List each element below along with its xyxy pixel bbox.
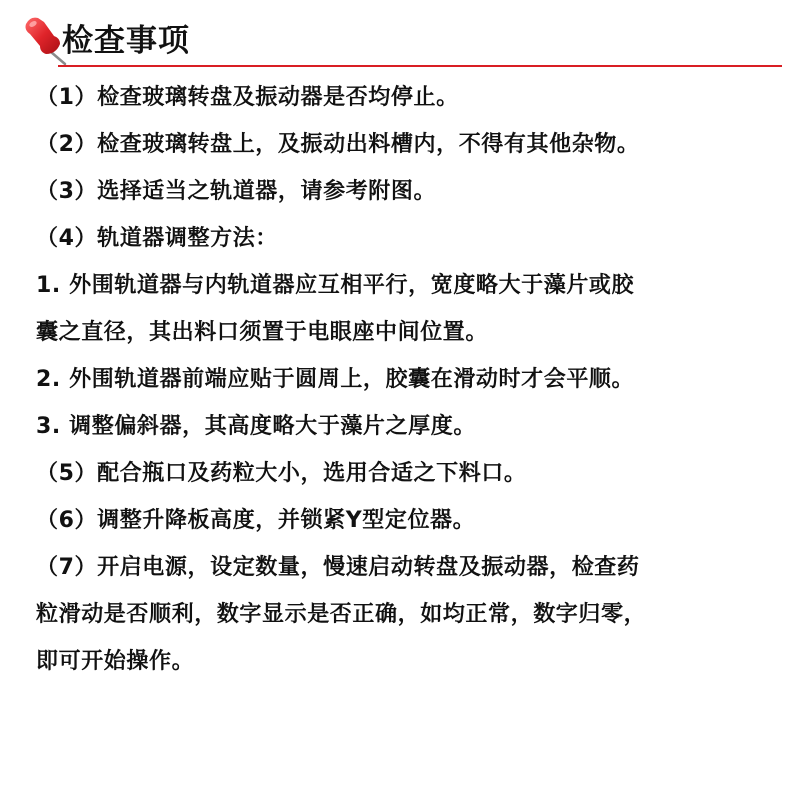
list-item: 粒滑动是否顺利，数字显示是否正确，如均正常，数字归零，	[36, 602, 647, 627]
list-item: 即可开始操作。	[36, 649, 195, 674]
list-item: 囊之直径，其出料口须置于电眼座中间位置。	[36, 320, 489, 345]
title-underline	[58, 65, 782, 67]
list-item: （5）配合瓶口及药粒大小，选用合适之下料口。	[36, 461, 527, 486]
list-item: （1）检查玻璃转盘及振动器是否均停止。	[36, 85, 459, 110]
list-item: （4）轨道器调整方法：	[36, 226, 278, 251]
page-title: 检查事项	[62, 23, 190, 59]
list-item: 3. 调整偏斜器，其高度略大于藻片之厚度。	[36, 414, 476, 439]
list-item: 2. 外围轨道器前端应贴于圆周上，胶囊在滑动时才会平顺。	[36, 367, 635, 392]
list-item: （2）检查玻璃转盘上，及振动出料槽内，不得有其他杂物。	[36, 132, 640, 157]
list-item: （7）开启电源，设定数量，慢速启动转盘及振动器，检查药	[36, 555, 640, 580]
list-item: （3）选择适当之轨道器，请参考附图。	[36, 179, 437, 204]
instruction-list	[36, 78, 776, 689]
list-item: （6）调整升降板高度，并锁紧Y型定位器。	[36, 508, 476, 533]
list-item: 1. 外围轨道器与内轨道器应互相平行，宽度略大于藻片或胶	[36, 273, 635, 298]
section-header	[14, 12, 784, 68]
